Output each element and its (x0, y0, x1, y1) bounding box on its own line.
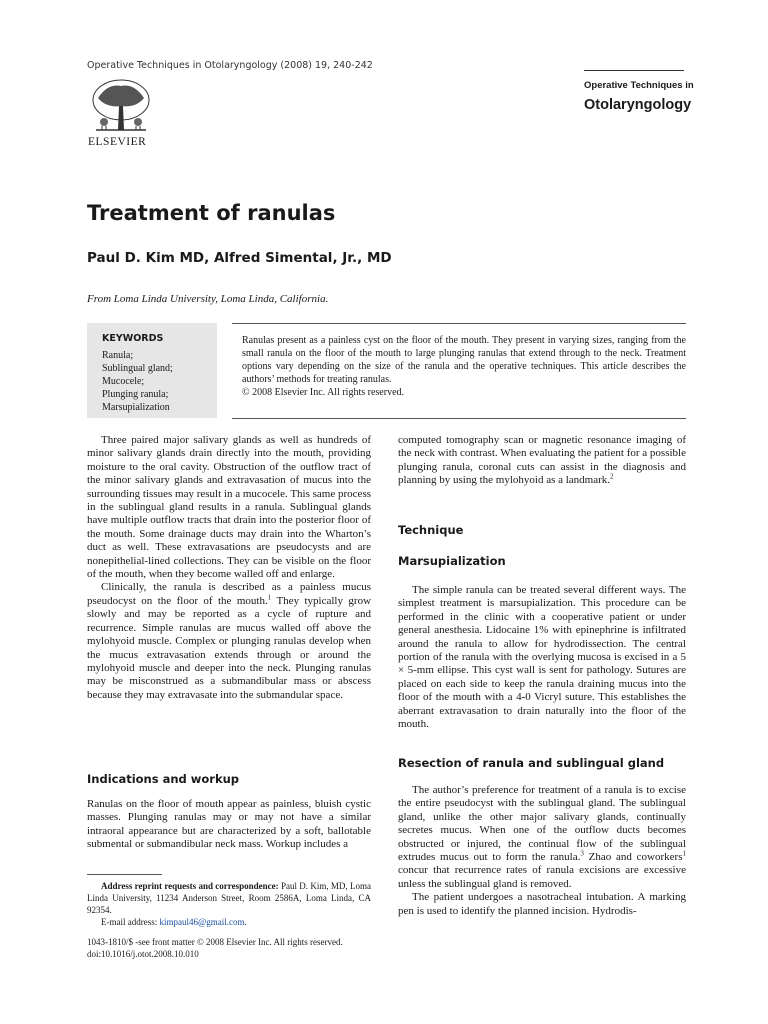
article-authors: Paul D. Kim MD, Alfred Simental, Jr., MD (87, 250, 392, 266)
resection-paragraph-1 (398, 784, 686, 891)
heading-resection: Resection of ranula and sublingual gland (398, 756, 665, 770)
keyword-item: Marsupialization (102, 402, 170, 413)
citation-ref: 1 (267, 593, 272, 602)
heading-marsupialization: Marsupialization (398, 554, 506, 568)
article-title: Treatment of ranulas (87, 201, 336, 225)
issn-line: 1043-1810/$ -see front matter © 2008 Elsevier Inc. All rights reserved. (87, 937, 343, 947)
intro-paragraph-2-text: Clinically, the ranula is described as a painless mucus pseudocyst on the floor of the mouth. (87, 581, 371, 607)
journal-brand-top: Operative Techniques in (584, 80, 694, 91)
abstract-rule-bottom (232, 418, 686, 419)
brand-rule (584, 70, 684, 71)
marsupialization-paragraph: The simple ranula can be treated several different ways. The simplest treatment is marsupialization. This procedure can be performed in the clinic with a cooperative patient or under general anesthesia. Lidocaine 1% with epinephrine is infiltrated around the ranula to allow for hydrodissection. The central portion of the ranula with the overlying mucosa is excised in a 5 × 5-mm ellipse. This cyst wall is sent for pathology. Sutures are placed on each side to keep the ranula draining mucus into the floor of the mouth with a 4-0 Vicryl suture. This establishes the aberrant extravasation to drain naturally into the floor of the mouth. (398, 584, 686, 731)
workup-continuation (398, 434, 686, 488)
column-left-intro (87, 434, 371, 702)
resection-text-2: Zhao and coworkers (583, 851, 683, 864)
keyword-item: Sublingual gland; (102, 363, 173, 374)
keywords-list (102, 349, 173, 414)
column-left-indications (87, 798, 371, 852)
correspondence-footnote (87, 880, 371, 928)
doi-line[interactable]: doi:10.1016/j.otot.2008.10.010 (87, 949, 199, 959)
journal-citation: Operative Techniques in Otolaryngology (2008) 19, 240-242 (87, 60, 373, 71)
keyword-item: Ranula; (102, 350, 134, 361)
column-right-resection (398, 784, 686, 918)
resection-paragraph-2: The patient undergoes a nasotracheal intubation. A marking pen is used to identify the planned incision. Hydrodis- (398, 891, 686, 917)
correspondence-address (87, 880, 371, 916)
resection-text-3: concur that recurrence rates of ranula excisions are excessive unless the sublingual gland is removed. (398, 864, 686, 890)
abstract-copyright: © 2008 Elsevier Inc. All rights reserved. (242, 387, 405, 398)
abstract-text: Ranulas present as a painless cyst on the floor of the mouth. They present in varying sizes, ranging from the small ranula on the floor of the mouth to large plunging ranulas that extend through to the neck. Treatment options vary depending on the size of the ranula and the operative techniques. This article describes the authors’ methods for treating ranulas. (242, 335, 686, 385)
intro-paragraph-2-text-cont: They typically grow slowly and may be reported as a cycle of rupture and recurrence. Simple ranulas are mucus walled off above the mylohyoid muscle. Complex or plunging ranulas develop when the mucus extravasation extends through or around the mylohyoid muscle and deeper into the neck. Plunging ranulas may be misconstrued as a submandibular mass or abscess because they may extravasate into the submandular space. (87, 594, 372, 701)
citation-ref: 1 (682, 849, 686, 858)
keyword-item: Plunging ranula; (102, 389, 169, 400)
workup-continuation-text: computed tomography scan or magnetic resonance imaging of the neck with contrast. When evaluating the patient for a possible plunging ranula, coronal cuts can assist in the diagnosis and planning by using the mylohyoid as a landmark. (398, 434, 686, 487)
correspondence-label: Address reprint requests and correspondence: (101, 881, 279, 891)
column-right-intro (398, 434, 686, 488)
article-affiliation: From Loma Linda University, Loma Linda, California. (87, 293, 329, 305)
publisher-name: ELSEVIER (88, 136, 147, 148)
abstract (242, 334, 686, 399)
citation-ref: 2 (610, 472, 614, 481)
keyword-item: Mucocele; (102, 376, 145, 387)
footnote-rule (87, 874, 162, 875)
intro-paragraph-1: Three paired major salivary glands as well as hundreds of minor salivary glands drain directly into the mouth, providing moisture to the oral cavity. Obstruction of the outflow tract of the minor salivary glands and extravasation of mucus into the surrounding tissues may result in a mucocele. This same process in the sublingual gland results in a ranula. Sublingual glands have multiple outflow tracts that drain into the posterior floor of the mouth. Some drainage ducts may drain into the Wharton’s duct as well. These extravasations are pseudocysts and are nonepithelial-lined collections. They can be visible on the floor of the mouth, when they become walled off and enlarge. (87, 434, 371, 581)
heading-indications: Indications and workup (87, 772, 240, 786)
intro-paragraph-2 (87, 581, 371, 702)
correspondence-email-line (87, 916, 371, 928)
email-label: E-mail address: (101, 917, 160, 927)
heading-technique: Technique (398, 523, 464, 537)
indications-paragraph: Ranulas on the floor of mouth appear as painless, bluish cystic masses. Plunging ranulas may or may not have a similar intraoral appearance but are characterized by a soft, ballotable submental or submandibular neck mass. Workup includes a (87, 798, 371, 851)
email-link[interactable]: kimpaul46@gmail.com (159, 917, 245, 927)
column-right-marsup (398, 584, 686, 731)
keywords-heading: KEYWORDS (102, 333, 164, 344)
abstract-rule-top (232, 323, 686, 324)
resection-text-1: The author’s preference for treatment of a ranula is to excise the entire pseudocyst with the sublingual gland. The sublingual gland, unlike the other major salivary glands, continually secretes mucus. When one of the outflow ducts becomes obstructed or injured, the continual flow of the sublingual extrudes mucus out to form the ranula. (398, 784, 686, 864)
citation-ref: 3 (580, 849, 584, 858)
email-end: . (244, 917, 247, 927)
journal-brand-main: Otolaryngology (584, 97, 692, 113)
correspondence-text: Paul D. Kim, MD, Loma Linda University, 11234 Anderson Street, Room 2586A, Loma Linda, CA 92354. (87, 881, 372, 915)
